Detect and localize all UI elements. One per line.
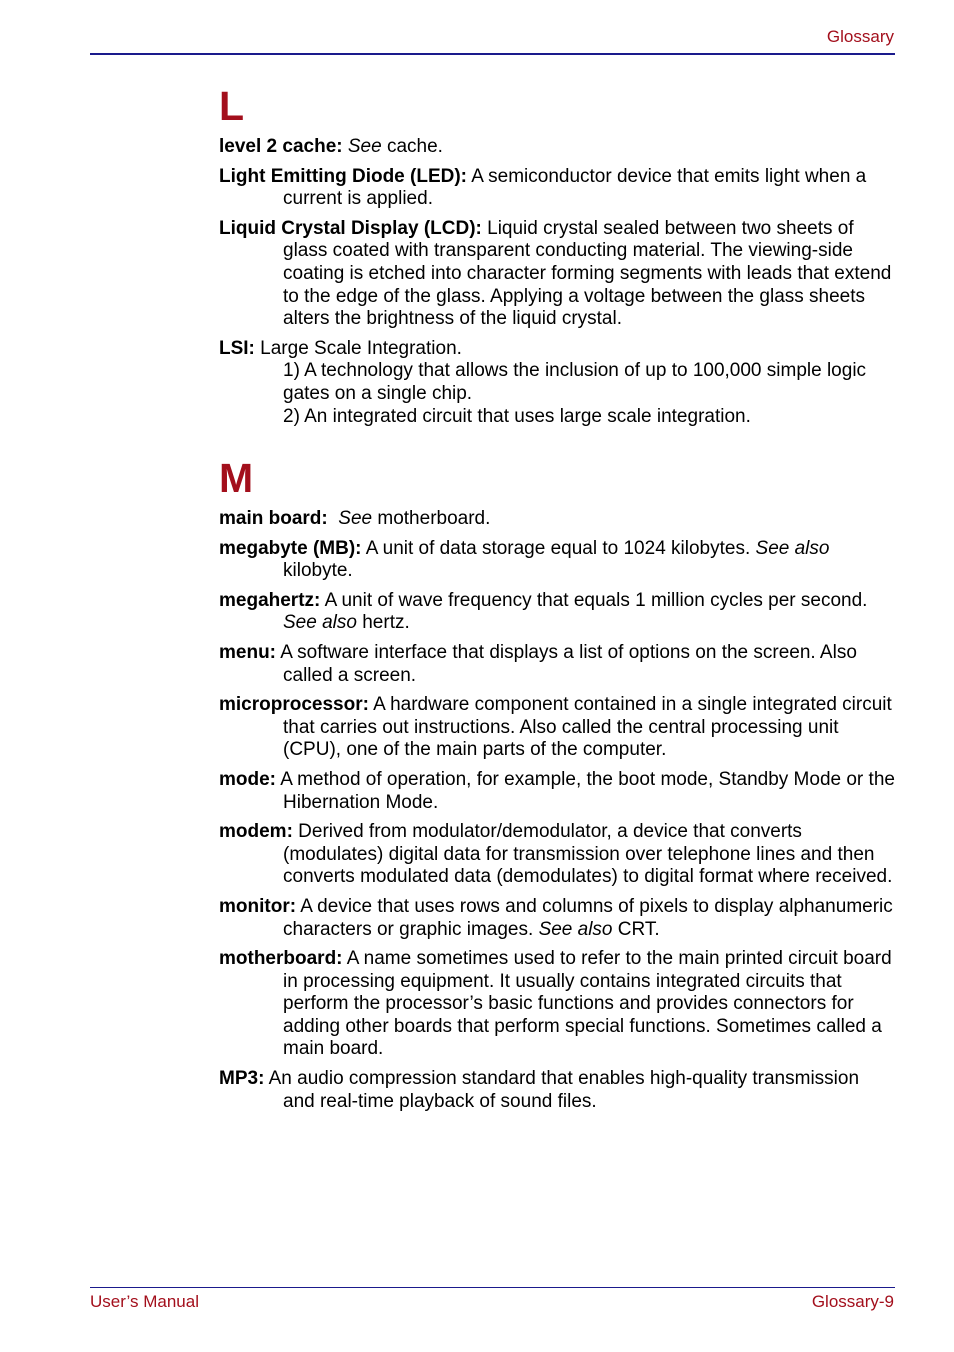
glossary-entry	[219, 896, 895, 941]
entry-definition: Liquid crystal sealed between two sheets of glass coated with transparent conducting material. The viewing-side coating is etched into character forming segments with leads that extend to the edge of the glass. Applying a voltage between the glass sheets alters the brightness of the liquid crystal.	[283, 217, 892, 330]
section-letter: L	[219, 83, 245, 129]
entry-definition-tail: hertz.	[356, 612, 410, 634]
entry-definition: Large Scale Integration.	[254, 337, 462, 359]
entry-term: Light Emitting Diode (LED):	[219, 165, 468, 187]
entry-term: level 2 cache:	[219, 136, 343, 157]
entry-definition: A unit of wave frequency that equals 1 million cycles per second.	[320, 589, 868, 611]
entry-definition: A hardware component contained in a single integrated circuit that carries out instructions. Also called the central processing unit (CPU), one of the main parts of the computer.	[283, 694, 892, 761]
page-number: Glossary-9	[811, 1292, 894, 1311]
entry-term: microprocessor:	[219, 694, 369, 716]
entry-definition: A name sometimes used to refer to the main printed circuit board in processing equipment. It usually contains integrated circuits that perform the processor’s basic functions and provides connectors for adding other boards that perform special functions. Sometimes called a main board.	[283, 948, 892, 1060]
entry-term: monitor:	[219, 895, 297, 917]
glossary-entry	[219, 948, 895, 1061]
entry-term: menu:	[219, 641, 276, 663]
entry-term: MP3:	[219, 1068, 265, 1090]
entry-term: main board:	[219, 508, 328, 529]
glossary-entry	[219, 1068, 895, 1113]
glossary-entry	[219, 136, 895, 159]
entry-subdefinition: 1) A technology that allows the inclusion of up to 100,000 simple logic gates on a single chip.	[283, 360, 867, 404]
footer-divider	[90, 1287, 895, 1288]
glossary-entry	[219, 642, 895, 687]
glossary-entry	[219, 166, 895, 211]
entry-definition-tail: kilobyte.	[283, 560, 353, 582]
entry-definition: A software interface that displays a list of options on the screen. Also called a screen.	[276, 641, 857, 686]
see-also-reference: See also	[755, 537, 830, 559]
entry-term: LSI:	[219, 337, 255, 359]
entry-definition: A method of operation, for example, the boot mode, Standby Mode or the Hibernation Mode.	[276, 768, 895, 813]
glossary-entry	[219, 821, 895, 889]
entry-definition: A unit of data storage equal to 1024 kilobytes.	[361, 537, 756, 559]
entry-term: mode:	[219, 768, 276, 790]
see-reference: See	[338, 508, 373, 529]
see-reference: See	[347, 136, 382, 157]
glossary-entry	[219, 694, 895, 762]
glossary-entry	[219, 338, 895, 361]
glossary-entry	[219, 590, 895, 635]
entry-definition-tail: CRT.	[612, 918, 660, 940]
entry-subdefinition: 2) An integrated circuit that uses large scale integration.	[283, 405, 751, 427]
entry-term: modem:	[219, 821, 293, 843]
entry-term: megabyte (MB):	[219, 537, 362, 559]
section-m	[219, 455, 895, 1120]
glossary-entry	[219, 538, 895, 583]
entry-definition: An audio compression standard that enables high-quality transmission and real-time playback of sound files.	[264, 1068, 860, 1112]
section-letter: M	[219, 455, 254, 501]
entry-definition: cache.	[381, 136, 443, 157]
entry-term: megahertz:	[219, 589, 321, 611]
entry-definition: Derived from modulator/demodulator, a device that converts (modulates) digital data for transmission over telephone lines and then converts modulated data (demodulates) to digital format where received.	[283, 821, 893, 888]
section-l	[219, 83, 895, 428]
see-also-reference: See also	[538, 918, 613, 940]
glossary-entry	[219, 218, 895, 331]
entry-term: motherboard:	[219, 948, 343, 970]
glossary-entry	[219, 508, 895, 531]
entry-term: Liquid Crystal Display (LCD):	[219, 217, 482, 239]
glossary-entry	[219, 769, 895, 814]
footer-manual-title: User’s Manual	[90, 1292, 199, 1311]
entry-definition: motherboard.	[372, 508, 491, 529]
see-also-reference: See also	[283, 612, 357, 634]
header-divider	[90, 53, 895, 55]
entry-definition: A semiconductor device that emits light when a current is applied.	[283, 165, 867, 210]
entry-definition: A device that uses rows and columns of pixels to display alphanumeric characters or graphic images.	[283, 895, 893, 940]
running-header-title: Glossary	[826, 27, 894, 46]
